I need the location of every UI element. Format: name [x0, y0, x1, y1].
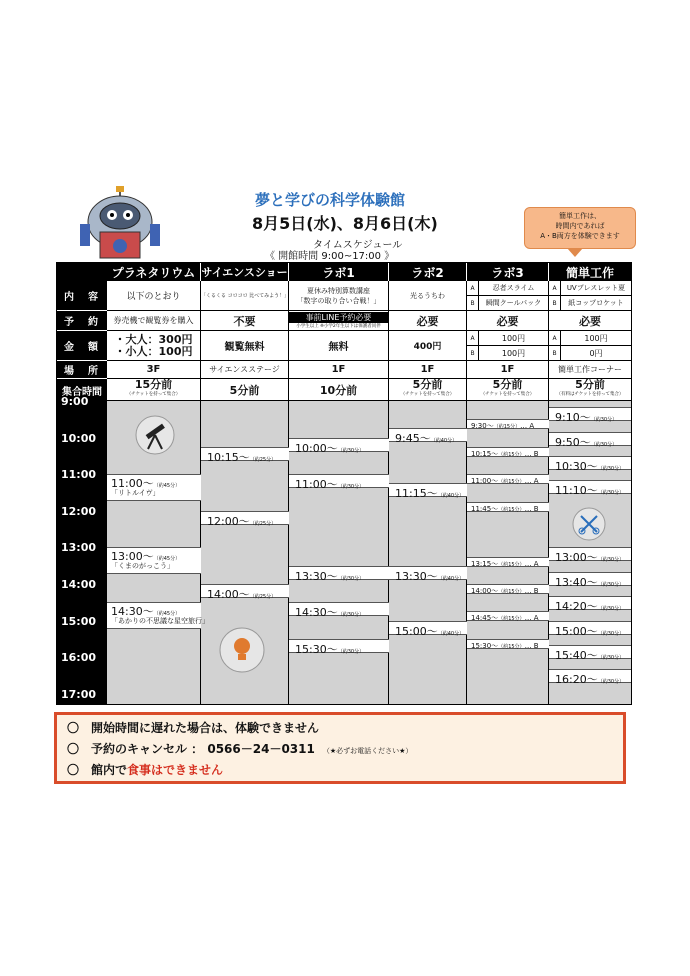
content-craft-b-mark: B: [549, 296, 561, 311]
meet-science-show: 5分前: [201, 379, 289, 401]
price-planetarium: ・大人：300円 ・小人：100円: [107, 331, 201, 361]
reserve-planetarium: 券売機で観覧券を購入: [107, 311, 201, 331]
craft-time: 13:40～（約30分）: [555, 575, 625, 589]
meet-lab3: 5分前 （チケットを持って集合）: [467, 379, 549, 401]
place-craft: 簡単工作コーナー: [549, 361, 631, 379]
craft-note-bubble: 簡単工作は、 時間内であれば A・B両方を体験できます: [524, 207, 636, 249]
lab3-time: 14:00～（約15分）… B: [471, 587, 539, 595]
place-lab3: 1F: [467, 361, 549, 379]
lab3-time: 15:30～（約15分）… B: [471, 641, 539, 650]
row-label-reserve: 予 約: [57, 311, 107, 331]
price-science-show: 観覧無料: [201, 331, 289, 361]
planetarium-title: 「あかりの不思議な星空旅行」: [111, 617, 209, 626]
craft-time: 9:50～（約30分）: [555, 435, 618, 449]
planetarium-time: 13:00～（約45分）: [111, 550, 181, 564]
notes-box: [54, 712, 626, 784]
lab1-time: 14:30～（約30分）: [295, 606, 365, 620]
planetarium-title: 「リトルイヴ」: [111, 489, 160, 498]
science-show-time: 12:00～（約25分）: [207, 514, 277, 528]
craft-time: 15:00～（約30分）: [555, 624, 625, 638]
note-food: 〇 館内で食事はできません: [67, 763, 224, 777]
content-lab3-b-mark: B: [467, 296, 479, 311]
lab2-time: 13:30～（約40分）: [395, 569, 465, 583]
content-craft-a-mark: A: [549, 281, 561, 296]
col-header-science-show: サイエンスショー: [201, 263, 289, 281]
place-planetarium: 3F: [107, 361, 201, 379]
place-science-show: サイエンスステージ: [201, 361, 289, 379]
row-label-meet: 集合時間: [57, 379, 107, 401]
row-label-price: 金 額: [57, 331, 107, 361]
telescope-icon: [135, 415, 175, 459]
time-label: 10:00: [61, 431, 97, 445]
lab3-time: 14:45～（約15分）… A: [471, 614, 539, 623]
price-lab3-a: 100円: [479, 331, 549, 346]
lab1-time: 15:30～（約30分）: [295, 642, 365, 656]
content-lab3-a-mark: A: [467, 281, 479, 296]
schedule-subtitle: タイムスケジュール: [313, 240, 403, 251]
content-lab3-a: 忍者スライム: [479, 281, 549, 296]
lab3-time: 10:15～（約15分）… B: [471, 449, 539, 458]
price-craft-a-mark: A: [549, 331, 561, 346]
content-craft-a: UVブレスレット夏: [561, 281, 631, 296]
col-header-craft: 簡単工作: [549, 263, 631, 281]
content-science-show: 「くるくる コロコロ 比べてみよう！」: [201, 281, 289, 311]
reserve-lab2: 必要: [389, 311, 467, 331]
opening-hours: 《 開館時間 9:00~17:00 》: [265, 251, 395, 262]
col-header-lab1: ラボ1: [289, 263, 389, 281]
science-show-time: 10:15～（約25分）: [207, 450, 277, 464]
craft-time: 9:10～（約30分）: [555, 411, 618, 425]
reserve-science-show: 不要: [201, 311, 289, 331]
place-lab2: 1F: [389, 361, 467, 379]
time-label: 13:00: [61, 541, 97, 555]
craft-time: 10:30～（約30分）: [555, 459, 625, 473]
reserve-lab1: 事前LINE予約必要 小学生以上 ※小学2年生以下は保護者同伴: [289, 311, 389, 331]
reserve-craft: 必要: [549, 311, 631, 331]
content-planetarium: 以下のとおり: [107, 281, 201, 311]
time-label: 15:00: [61, 614, 97, 628]
lab1-time: 13:30～（約30分）: [295, 569, 365, 583]
lab3-time: 11:45～（約15分）… B: [471, 504, 539, 513]
col-header-lab3: ラボ3: [467, 263, 549, 281]
planetarium-title: 「くまのがっこう」: [111, 562, 174, 571]
lab1-time: 11:00～（約30分）: [295, 478, 365, 492]
page-title: 夢と学びの科学体験館: [255, 191, 406, 209]
lab2-time: 11:15～（約40分）: [395, 487, 465, 501]
lab2-timeline: [389, 401, 467, 704]
lab2-time: 9:45～（約40分）: [395, 432, 458, 446]
price-lab1: 無料: [289, 331, 389, 361]
craft-time: 14:20～（約30分）: [555, 600, 625, 614]
content-craft-b: 紙コップロケット: [561, 296, 631, 311]
bubble-tail: [567, 248, 583, 257]
price-craft-b-mark: B: [549, 346, 561, 361]
meet-lab2: 5分前 （チケットを持って集合）: [389, 379, 467, 401]
lab3-time: 13:15～（約15分）… A: [471, 559, 539, 568]
col-header-planetarium: プラネタリウム: [107, 263, 201, 281]
time-label: 11:00: [61, 468, 97, 482]
row-label-place: 場 所: [57, 361, 107, 379]
mascot-illustration: [78, 186, 168, 266]
lab2-time: 15:00～（約40分）: [395, 624, 465, 638]
note-late: 〇 開始時間に遅れた場合は、体験できません: [67, 721, 320, 735]
planetarium-time: 11:00～（約45分）: [111, 477, 181, 491]
place-lab1: 1F: [289, 361, 389, 379]
time-label: 16:00: [61, 651, 97, 665]
scissors-icon: [572, 507, 606, 545]
content-lab3-b: 瞬間クールパック: [479, 296, 549, 311]
planetarium-time: 14:30～（約45分）: [111, 605, 181, 619]
time-label: 17:00: [61, 687, 97, 701]
price-lab2: 400円: [389, 331, 467, 361]
content-lab2: 光るうちわ: [389, 281, 467, 311]
row-label-content: 内 容: [57, 281, 107, 311]
price-craft-b: 0円: [561, 346, 631, 361]
price-craft-a: 100円: [561, 331, 631, 346]
lightbulb-icon: [219, 627, 265, 677]
craft-time: 15:40～（約30分）: [555, 649, 625, 662]
meet-craft: 5分前 （有料はチケットを持って集合）: [549, 379, 631, 401]
craft-time: 16:20～（約30分）: [555, 673, 625, 687]
price-lab3-b: 100円: [479, 346, 549, 361]
price-lab3-a-mark: A: [467, 331, 479, 346]
corner-cell: [57, 263, 107, 281]
meet-lab1: 10分前: [289, 379, 389, 401]
craft-time: 13:00～（約30分）: [555, 551, 625, 565]
schedule-table: [56, 262, 632, 705]
event-dates: 8月5日(水)、8月6日(木): [252, 214, 438, 233]
lab1-time: 10:00～（約30分）: [295, 441, 365, 455]
time-label: 9:00: [61, 395, 89, 408]
col-header-lab2: ラボ2: [389, 263, 467, 281]
craft-time: 11:10～（約30分）: [555, 484, 625, 498]
meet-planetarium: 15分前 （チケットを持って集合）: [107, 379, 201, 401]
content-lab1: 夏休み特別算数講座 「数字の取り合い合戦！」: [289, 281, 389, 311]
lab3-time: 9:30～（約15分）… A: [471, 422, 535, 431]
lab3-time: 11:00～（約15分）… A: [471, 477, 539, 486]
price-lab3-b-mark: B: [467, 346, 479, 361]
science-show-time: 14:00～（約25分）: [207, 588, 277, 601]
time-label: 12:00: [61, 504, 97, 518]
reserve-lab3: 必要: [467, 311, 549, 331]
time-label: 14:00: [61, 578, 97, 591]
note-cancel: 〇 予約のキャンセル ： 0566－24－0311 （★必ずお電話ください★）: [67, 742, 413, 756]
